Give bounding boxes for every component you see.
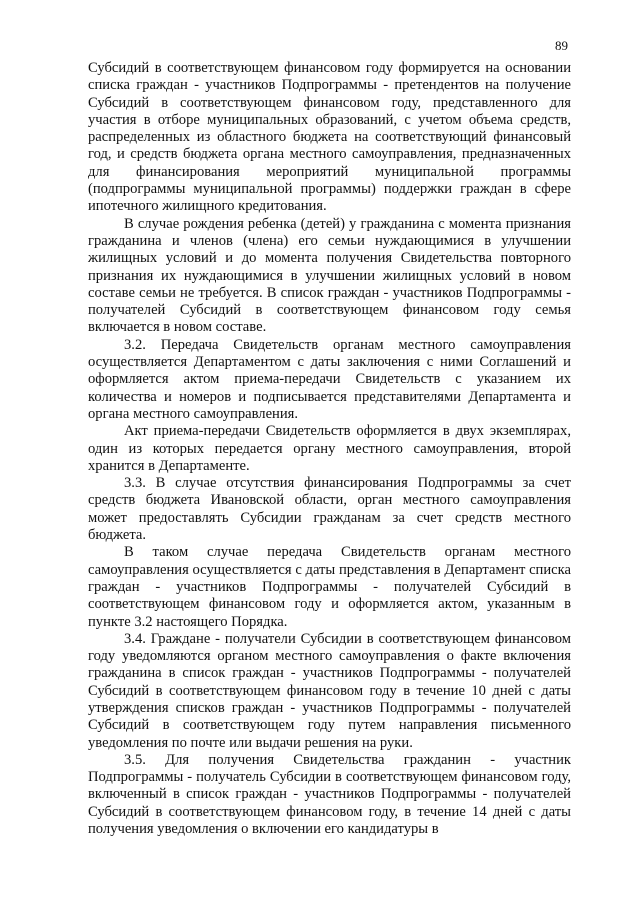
document-body	[88, 60, 571, 838]
paragraph: Акт приема-передачи Свидетельств оформляется в двух экземплярах, один из которых передается органу местного самоуправления, второй хранится в Департаменте.	[88, 423, 571, 474]
paragraph: 3.5. Для получения Свидетельства гражданин - участник Подпрограммы - получатель Субсидии в соответствующем финансовом году, включенный в список граждан - участников Подпрограммы - получателей Субсидий в соответствующем финансовом году, в течение 14 дней с даты получения уведомления о включении его кандидатуры в	[88, 751, 571, 838]
paragraph: 3.2. Передача Свидетельств органам местного самоуправления осуществляется Департаментом с даты заключения с ними Соглашений и оформляется актом приема-передачи Свидетельств с указанием их количества и номеров и подписывается представителями Департамента и органа местного самоуправления.	[88, 336, 571, 422]
page-number: 89	[555, 38, 568, 53]
paragraph: Субсидий в соответствующем финансовом году формируется на основании списка граждан - участников Подпрограммы - претендентов на получение Субсидий в соответствующем финансовом году, представленного для участия в отборе муниципальных образований, с учетом объема средств, распределенных из областного бюджета на соответствующий финансовый год, и средств бюджета органа местного самоуправления, предназначенных для финансирования мероприятий муниципальной программы (подпрограммы муниципальной программы) поддержки граждан в сфере ипотечного жилищного кредитования.	[88, 60, 571, 215]
paragraph: 3.3. В случае отсутствия финансирования Подпрограммы за счет средств бюджета Ивановской области, орган местного самоуправления может предоставлять Субсидии гражданам за счет средств местного бюджета.	[88, 475, 571, 544]
paragraph: В таком случае передача Свидетельств органам местного самоуправления осуществляется с даты представления в Департамент списка граждан - участников Подпрограммы - получателей Субсидий в соответствующем финансовом году и оформляется актом, указанным в пункте 3.2 настоящего Порядка.	[88, 544, 571, 630]
paragraph: В случае рождения ребенка (детей) у гражданина с момента признания гражданина и членов (члена) его семьи нуждающимися в улучшении жилищных условий и до момента получения Свидетельства повторного признания их нуждающимися в улучшении жилищных условий в новом составе семьи не требуется. В список граждан - участников Подпрограммы - получателей Субсидий в соответствующем финансовом году семья включается в новом составе.	[88, 215, 571, 336]
paragraph: 3.4. Граждане - получатели Субсидии в соответствующем финансовом году уведомляются органом местного самоуправления о факте включения гражданина в список граждан - участников Подпрограммы - получателей Субсидий в соответствующем финансовом году в течение 10 дней с даты утверждения списков граждан - участников Подпрограммы - получателей Субсидий в соответствующем году путем направления письменного уведомления по почте или выдачи решения на руки.	[88, 630, 571, 751]
